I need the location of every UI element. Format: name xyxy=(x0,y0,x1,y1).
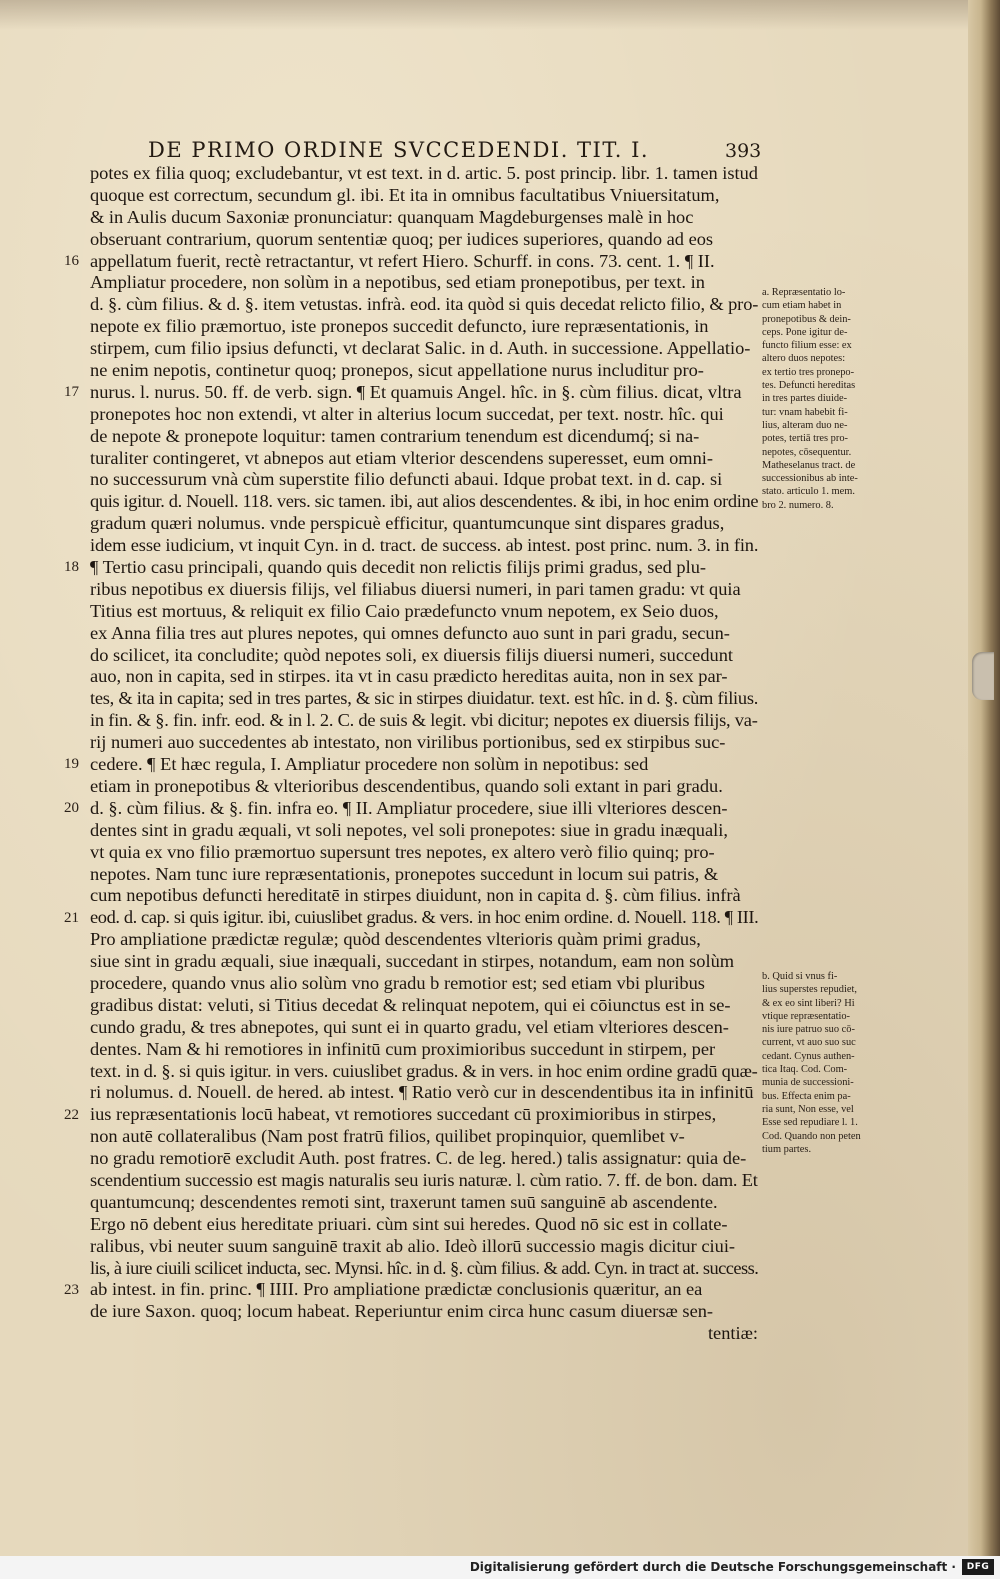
margin-note-line: nepotes, cōsequentur. xyxy=(762,446,852,458)
page-edge xyxy=(968,0,1000,1556)
text-line: scendentium successio est magis naturalis seu iuris naturæ. l. cùm ratio. 7. ff. de bon. dam. Et xyxy=(90,1169,758,1190)
text-line: d. §. cùm filius. & §. fin. infra eo. ¶ II. Ampliatur procedere, siue illi vlteriores descen- xyxy=(90,797,728,818)
text-line: ex Anna filia tres aut plures nepotes, qui omnes defuncto auo sunt in pari gradu, secun- xyxy=(90,622,730,643)
text-line: turaliter contingeret, vt abnepos aut etiam vlterior descendens superesset, eum omni- xyxy=(90,447,714,468)
margin-note-line: altero duos nepotes: xyxy=(762,353,846,365)
text-line: de iure Saxon. quoq; locum habeat. Reperiuntur enim circa hunc casum diuersæ sen- xyxy=(90,1301,714,1322)
text-line: stirpem, cum filio ipsius defuncti, vt declarat Salic. in d. Auth. in successione. Appellatio- xyxy=(90,338,751,359)
margin-note-line: tes. Defuncti hereditas xyxy=(762,380,856,392)
text-line: vt quia ex vno filio præmortuo supersunt tres nepotes, ex altero verò filio quinq; pro- xyxy=(90,841,715,862)
line-number: 17 xyxy=(64,384,79,400)
text-line: de nepote & pronepote loquitur: tamen contrarium tenendum est dicendumq́; si na- xyxy=(90,425,700,446)
margin-note-line: tica Itaq. Cod. Com- xyxy=(762,1064,848,1076)
text-line: ralibus, vbi neuter suum sanguinē traxit ab alio. Ideò illorū successio magis dicitur ciui- xyxy=(90,1235,736,1256)
text-line: eod. d. cap. si quis igitur. ibi, cuiuslibet gradus. & vers. in hoc enim ordine. d. Nouell. 118. ¶ III. xyxy=(90,907,759,928)
margin-note-line: lius, alteram duo ne- xyxy=(762,419,848,431)
margin-note-a xyxy=(762,286,888,512)
text-line: rij numeri auo succedentes ab intestato, non virilibus portionibus, sed ex stirpibus suc- xyxy=(90,732,726,753)
text-line: cundo gradu, & tres abnepotes, qui sunt ei in quarto gradu, vel etiam vlteriores descen- xyxy=(90,1016,729,1037)
text-line: no gradu remotiorē excludit Auth. post fratres. C. de leg. hered.) talis assignatur: quia de- xyxy=(90,1148,747,1169)
text-line: & in Aulis ducum Saxoniæ pronunciatur: quanquam Magdeburgenses malè in hoc xyxy=(90,206,694,227)
page-number: 393 xyxy=(725,140,762,162)
text-line: procedere, quando vnus alio solùm vno gradu b remotior est; sed etiam vbi pluribus xyxy=(90,972,705,993)
margin-note-line: stato. articulo 1. mem. xyxy=(762,486,855,498)
text-line: gradum quæri nolumus. vnde perspicuè efficitur, quantumcunque sint dispares gradus, xyxy=(90,513,725,534)
text-line: ri nolumus. d. Nouell. de hered. ab intest. ¶ Ratio verò cur in descendentibus ita in infinitū xyxy=(90,1082,754,1103)
text-line: in fin. & §. fin. infr. eod. & in l. 2. C. de suis & legit. vbi dicitur; nepotes ex diuersis filijs, va- xyxy=(90,710,758,731)
text-line: ab intest. in fin. princ. ¶ IIII. Pro ampliatione prædictæ conclusionis quæritur, an ea xyxy=(90,1279,703,1300)
text-line: ¶ Tertio casu principali, quando quis decedit non relictis filijs primi gradus, sed plu- xyxy=(90,557,707,578)
footer-bar xyxy=(0,1556,1000,1579)
margin-note-line: bus. Effecta enim pa- xyxy=(762,1090,851,1102)
text-line: quoque est correctum, secundum gl. ibi. Et ita in omnibus facultatibus Vniuersitatum, xyxy=(90,184,720,205)
text-line: do scilicet, ita concludite; quòd nepotes soli, ex diuersis filijs diuersi numeri, succedunt xyxy=(90,644,734,665)
margin-note-line: Cod. Quando non peten xyxy=(762,1130,861,1142)
margin-note-line: pronepotibus & dein- xyxy=(762,313,851,325)
text-line: idem esse iudicium, vt inquit Cyn. in d. tract. de success. ab intest. post princ. num. 3. in fin. xyxy=(90,535,759,556)
text-line: dentes sint in gradu æquali, vt soli nepotes, vel soli pronepotes: siue in gradu inæquali, xyxy=(90,819,728,840)
line-number: 22 xyxy=(64,1106,79,1123)
margin-note-line: munia de successioni- xyxy=(762,1077,854,1089)
text-line: no successurum vnà cùm superstite filio defuncti abaui. Idque probat text. in d. cap. si xyxy=(90,469,723,490)
text-line: ribus nepotibus ex diuersis filijs, vel filiabus diuersi numeri, in pari tamen gradu: vt quia xyxy=(90,578,741,599)
margin-note-line: cedant. Cynus authen- xyxy=(762,1050,855,1062)
margin-note-line: current, vt auo suo suc xyxy=(762,1037,856,1049)
text-line: appellatum fuerit, rectè retractantur, vt refert Hiero. Schurff. in cons. 73. cent. 1. ¶ II. xyxy=(90,250,715,271)
margin-note-line: & ex eo sint liberi? Hi xyxy=(762,997,855,1009)
text-line: quis igitur. d. Nouell. 118. vers. sic tamen. ibi, aut alios descendentes. & ibi, in hoc enim ordine xyxy=(90,491,759,512)
text-line: text. in d. §. si quis igitur. in vers. cuiuslibet gradus. & in vers. in hoc enim ordine gradū quæ- xyxy=(90,1060,758,1081)
margin-note-line: successionibus ab inte- xyxy=(762,473,858,485)
text-line: cedere. ¶ Et hæc regula, I. Ampliatur procedere non solùm in nepotibus: sed xyxy=(90,754,649,775)
margin-note-b xyxy=(762,970,888,1156)
text-line: nepote ex filio præmortuo, iste pronepos succedit defuncto, iure repræsentationis, in xyxy=(90,316,709,337)
margin-note-line: nis iure patruo suo cō- xyxy=(762,1024,855,1036)
text-line: pronepotes hoc non extendi, vt alter in alterius locum succedat, per text. nostr. hîc. qui xyxy=(90,403,724,424)
text-line: non autē collateralibus (Nam post fratrū filios, quilibet propinquior, quemlibet v- xyxy=(90,1126,685,1147)
margin-note-line: b. Quid si vnus fi- xyxy=(762,971,838,982)
text-line: obseruant contrarium, quorum sententiæ quoq; per iudices superiores, quando ad eos xyxy=(90,228,714,249)
margin-note-line: ex tertio tres pronepo- xyxy=(762,366,855,378)
running-title: DE PRIMO ORDINE SVCCEDENDI. TIT. I. xyxy=(148,138,650,162)
text-line: siue sint in gradu æquali, siue inæquali, succedant in stirpes, notandum, eam non solùm xyxy=(90,951,735,972)
margin-note-line: bro 2. numero. 8. xyxy=(762,499,834,511)
line-number: 19 xyxy=(64,756,79,773)
dfg-logo: DFG xyxy=(962,1559,994,1575)
margin-note-line: Esse sed repudiare l. 1. xyxy=(762,1117,858,1129)
funding-notice: Digitalisierung gefördert durch die Deutsche Forschungsgemeinschaft · xyxy=(469,1560,956,1574)
text-line: cum nepotibus defuncti hereditatē in stirpes diuidunt, non in capita d. §. cùm filius. infrà xyxy=(90,885,741,906)
margin-note-line: potes, tertiā tres pro- xyxy=(762,433,848,445)
text-line: nepotes. Nam tunc iure repræsentationis, pronepotes succedunt in locum sui patris, & xyxy=(90,863,719,884)
text-line: Titius est mortuus, & reliquit ex filio Caio prædefuncto vnum nepotem, ex Seio duos, xyxy=(90,600,719,621)
margin-note-line: Matheselanus tract. de xyxy=(762,459,856,471)
line-number: 21 xyxy=(64,909,79,926)
margin-note-line: tium partes. xyxy=(762,1143,812,1155)
text-line: ne enim nepotis, continetur quoq; pronepos, sicut appellatione nurus includitur pro- xyxy=(90,360,704,381)
line-number: 18 xyxy=(64,559,79,576)
text-line: tes, & ita in capita; sed in tres partes, & sic in stirpes diuidatur. text. est hîc. in d. §. cùm filius. xyxy=(90,688,759,709)
text-line: potes ex filia quoq; excludebantur, vt est text. in d. artic. 5. post princip. libr. 1. tamen istud xyxy=(90,163,758,183)
text-line: etiam in pronepotibus & vlterioribus descendentibus, quando soli extant in pari gradu. xyxy=(90,775,723,796)
margin-note-line: ceps. Pone igitur de- xyxy=(762,326,848,338)
text-line: Ampliatur procedere, non solùm in a nepotibus, sed etiam pronepotibus, per text. in xyxy=(90,272,705,293)
page-edge-tab xyxy=(972,652,994,700)
margin-note-line: cum etiam habet in xyxy=(762,300,842,312)
margin-note-line: tur: vnam habebit fi- xyxy=(762,406,848,418)
text-line: Pro ampliatione prædictæ regulæ; quòd descendentes vlterioris quàm primi gradus, xyxy=(90,929,701,950)
body-text xyxy=(90,163,758,1345)
text-line: auo, non in capita, sed in stirpes. ita vt in casu prædicto hereditas auita, non in sex par- xyxy=(90,666,728,687)
text-line: lis, à iure ciuili scilicet inducta, sec. Mynsi. hîc. in d. §. cùm filius. & add. Cyn. in tract at. success. xyxy=(90,1257,759,1278)
text-line: gradibus distat: veluti, si Titius decedat & relinquat nepotem, qui ei cōiunctus est in se- xyxy=(90,994,731,1015)
text-line: nurus. l. nurus. 50. ff. de verb. sign. ¶ Et quamuis Angel. hîc. in §. cùm filius. dicat, vltra xyxy=(90,381,742,402)
text-line: Ergo nō debent eius hereditate priuari. cùm sint sui heredes. Quod nō sic est in collate- xyxy=(90,1213,728,1234)
text-line: dentes. Nam & hi remotiores in infinitū cum proximioribus succedunt in stirpem, per xyxy=(90,1038,716,1059)
margin-note-line: lius superstes repudiet, xyxy=(762,984,857,996)
line-number: 20 xyxy=(64,800,79,817)
text-line: ius repræsentationis locū habeat, vt remotiores succedant cū proximioribus in stirpes, xyxy=(90,1104,717,1125)
text-line: quantumcunq; descendentes remoti sint, traxerunt tamen suū sanguinē ab ascendente. xyxy=(90,1191,718,1212)
margin-note-line: functo filium esse: ex xyxy=(762,340,852,352)
margin-note-line: ria sunt, Non esse, vel xyxy=(762,1103,854,1115)
line-number: 16 xyxy=(64,252,79,269)
margin-note-line: vtique repræsentatio- xyxy=(762,1010,851,1022)
text-line: d. §. cùm filius. & d. §. item vetustas. infrà. eod. ita quòd si quis decedat relicto filio, & pro- xyxy=(90,294,759,315)
line-number: 23 xyxy=(64,1281,79,1298)
margin-note-line: a. Repræsentatio lo- xyxy=(762,287,846,298)
margin-note-line: in tres partes diuide- xyxy=(762,393,848,405)
text-line: tentiæ: xyxy=(707,1323,758,1344)
page-top-shadow xyxy=(0,0,968,30)
